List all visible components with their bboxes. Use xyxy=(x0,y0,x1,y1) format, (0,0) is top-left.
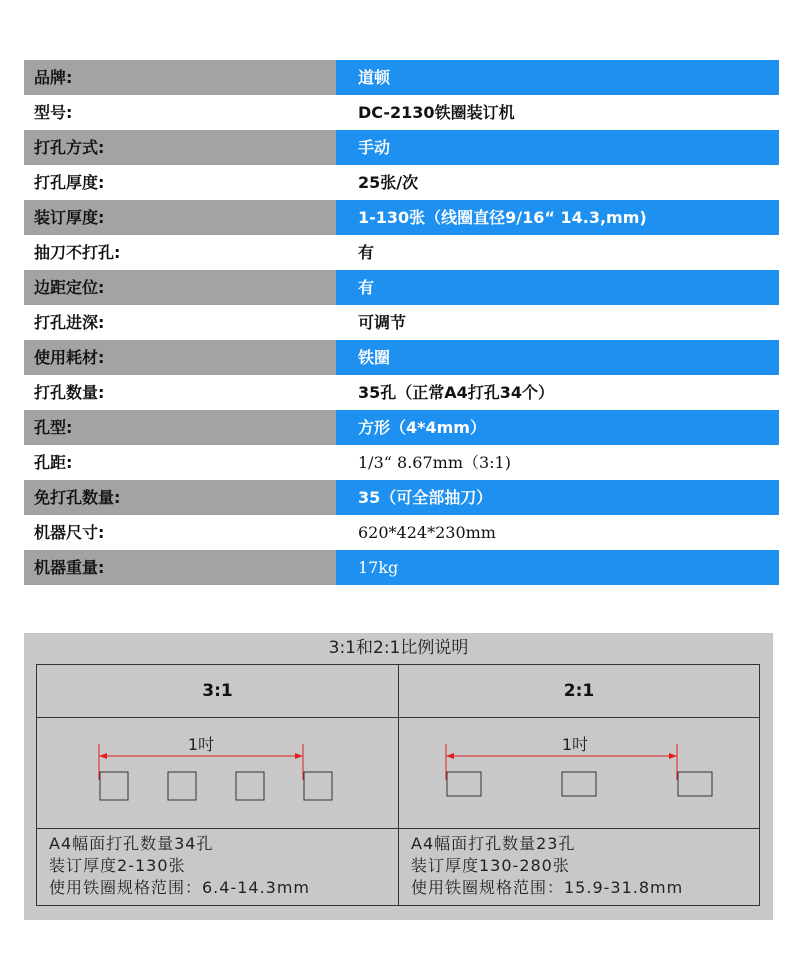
ratio-title: 3:1和2:1比例说明 xyxy=(328,638,469,658)
punch-hole xyxy=(447,772,481,796)
span-arrow-left xyxy=(446,753,454,759)
spec-value: 17kg xyxy=(336,550,779,585)
spec-row xyxy=(24,305,779,340)
spec-row xyxy=(24,200,779,235)
punch-hole xyxy=(100,772,128,800)
spec-row xyxy=(24,410,779,445)
spec-label: 打孔进深: xyxy=(34,313,105,332)
ratio-description xyxy=(37,829,398,899)
spec-label: 打孔数量: xyxy=(34,383,105,402)
spec-label: 打孔厚度: xyxy=(34,173,105,192)
spec-value: 有 xyxy=(358,243,375,262)
spec-value: 1-130张（线圈直径9/16“ 14.3,mm) xyxy=(336,200,779,235)
spec-row xyxy=(24,340,779,375)
ratio-explanation-panel xyxy=(24,633,773,920)
spec-row xyxy=(24,550,779,585)
punch-hole xyxy=(168,772,196,800)
hole-pitch-drawing-3-1 xyxy=(37,718,398,828)
span-arrow-left xyxy=(99,753,107,759)
spec-row xyxy=(24,235,779,270)
punch-hole xyxy=(236,772,264,800)
spec-label: 品牌: xyxy=(24,60,336,95)
span-label: 1吋 xyxy=(187,735,215,754)
spec-value: 有 xyxy=(336,270,779,305)
span-arrow-right xyxy=(295,753,303,759)
spec-label: 型号: xyxy=(34,103,73,122)
desc-line: 使用铁圈规格范围：15.9-31.8mm xyxy=(411,878,684,897)
spec-label: 抽刀不打孔: xyxy=(34,243,121,262)
spec-row xyxy=(24,445,779,480)
spec-value: DC-2130铁圈装订机 xyxy=(358,103,515,122)
ratio-column-3-1 xyxy=(37,665,399,905)
spec-label: 孔距: xyxy=(34,453,73,472)
spec-value: 铁圈 xyxy=(336,340,779,375)
spec-value: 35孔（正常A4打孔34个） xyxy=(358,383,555,402)
spec-label: 打孔方式: xyxy=(24,130,336,165)
spec-label: 边距定位: xyxy=(24,270,336,305)
spec-row xyxy=(24,270,779,305)
spec-value: 可调节 xyxy=(358,313,407,332)
hole-pitch-diagram xyxy=(399,718,759,829)
desc-line: A4幅面打孔数量23孔 xyxy=(411,834,576,853)
spec-value: 方形（4*4mm） xyxy=(336,410,779,445)
spec-label: 孔型: xyxy=(24,410,336,445)
punch-hole xyxy=(678,772,712,796)
spec-value: 手动 xyxy=(336,130,779,165)
ratio-column-2-1 xyxy=(399,665,759,905)
desc-line: 装订厚度2-130张 xyxy=(49,856,186,875)
ratio-column-head: 2:1 xyxy=(399,665,759,718)
spec-row xyxy=(24,95,779,130)
ratio-grid xyxy=(36,664,760,906)
desc-line: 使用铁圈规格范围：6.4-14.3mm xyxy=(49,878,311,897)
punch-hole xyxy=(304,772,332,800)
spec-row xyxy=(24,165,779,200)
spec-row xyxy=(24,130,779,165)
spec-label: 机器重量: xyxy=(24,550,336,585)
spec-label: 装订厚度: xyxy=(24,200,336,235)
spec-label: 机器尺寸: xyxy=(34,523,105,542)
punch-hole xyxy=(562,772,596,796)
hole-pitch-diagram xyxy=(37,718,398,829)
desc-line: 装订厚度130-280张 xyxy=(411,856,570,875)
hole-pitch-drawing-2-1 xyxy=(399,718,759,828)
spec-value: 35（可全部抽刀） xyxy=(336,480,779,515)
desc-line: A4幅面打孔数量34孔 xyxy=(49,834,214,853)
spec-row xyxy=(24,60,779,95)
spec-row xyxy=(24,480,779,515)
span-label: 1吋 xyxy=(561,735,589,754)
spec-value: 25张/次 xyxy=(358,173,419,192)
spec-value: 道顿 xyxy=(336,60,779,95)
span-arrow-right xyxy=(669,753,677,759)
spec-label: 免打孔数量: xyxy=(24,480,336,515)
spec-row xyxy=(24,375,779,410)
spec-row xyxy=(24,515,779,550)
spec-value: 1/3“ 8.67mm（3:1) xyxy=(358,453,511,472)
ratio-description xyxy=(399,829,759,899)
spec-table xyxy=(24,60,779,585)
spec-label: 使用耗材: xyxy=(24,340,336,375)
ratio-column-head: 3:1 xyxy=(37,665,398,718)
spec-value: 620*424*230mm xyxy=(358,523,496,542)
